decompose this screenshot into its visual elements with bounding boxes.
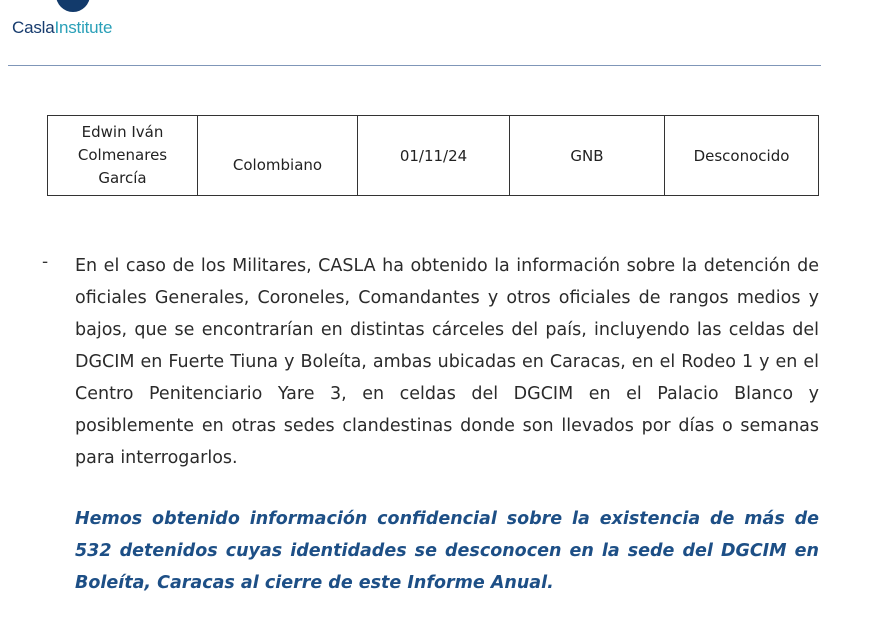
logo-suffix: Institute (54, 18, 113, 37)
cell-nationality: Colombiano (198, 116, 358, 196)
list-bullet: - (42, 252, 49, 272)
cell-location: Desconocido (665, 116, 819, 196)
logo-mark-icon (56, 0, 90, 12)
cell-unit: GNB (510, 116, 665, 196)
name-line: Edwin Iván (81, 123, 164, 141)
highlight-paragraph: Hemos obtenido información confidencial sobre la existencia de más de 532 detenidos cuyas identidades se desconocen en la sede del DGCIM en Boleíta, Caracas al cierre de este Informe Anual. (75, 509, 819, 593)
name-line: García (98, 169, 147, 187)
casla-institute-logo (12, 0, 132, 48)
logo-prefix: Casla (12, 18, 55, 37)
body-paragraph: En el caso de los Militares, CASLA ha obtenido la información sobre la detención de oficiales Generales, Coroneles, Comandantes y otros oficiales de rangos medios y bajos, que se encontrarían en distintas cárceles del país, incluyendo las celdas del DGCIM en Fuerte Tiuna y Boleíta, ambas ubicadas en Caracas, en el Rodeo 1 y en el Centro Penitenciario Yare 3, en celdas del DGCIM en el Palacio Blanco y posiblemente en otras sedes clandestinas donde son llevados por días o semanas para interrogarlos. (75, 256, 819, 468)
table-row (48, 116, 819, 196)
logo-wordmark (12, 18, 112, 38)
cell-date: 01/11/24 (358, 116, 510, 196)
detainee-table (47, 115, 819, 196)
cell-name (48, 116, 198, 196)
header-divider (8, 65, 821, 66)
name-line: Colmenares (77, 146, 168, 164)
